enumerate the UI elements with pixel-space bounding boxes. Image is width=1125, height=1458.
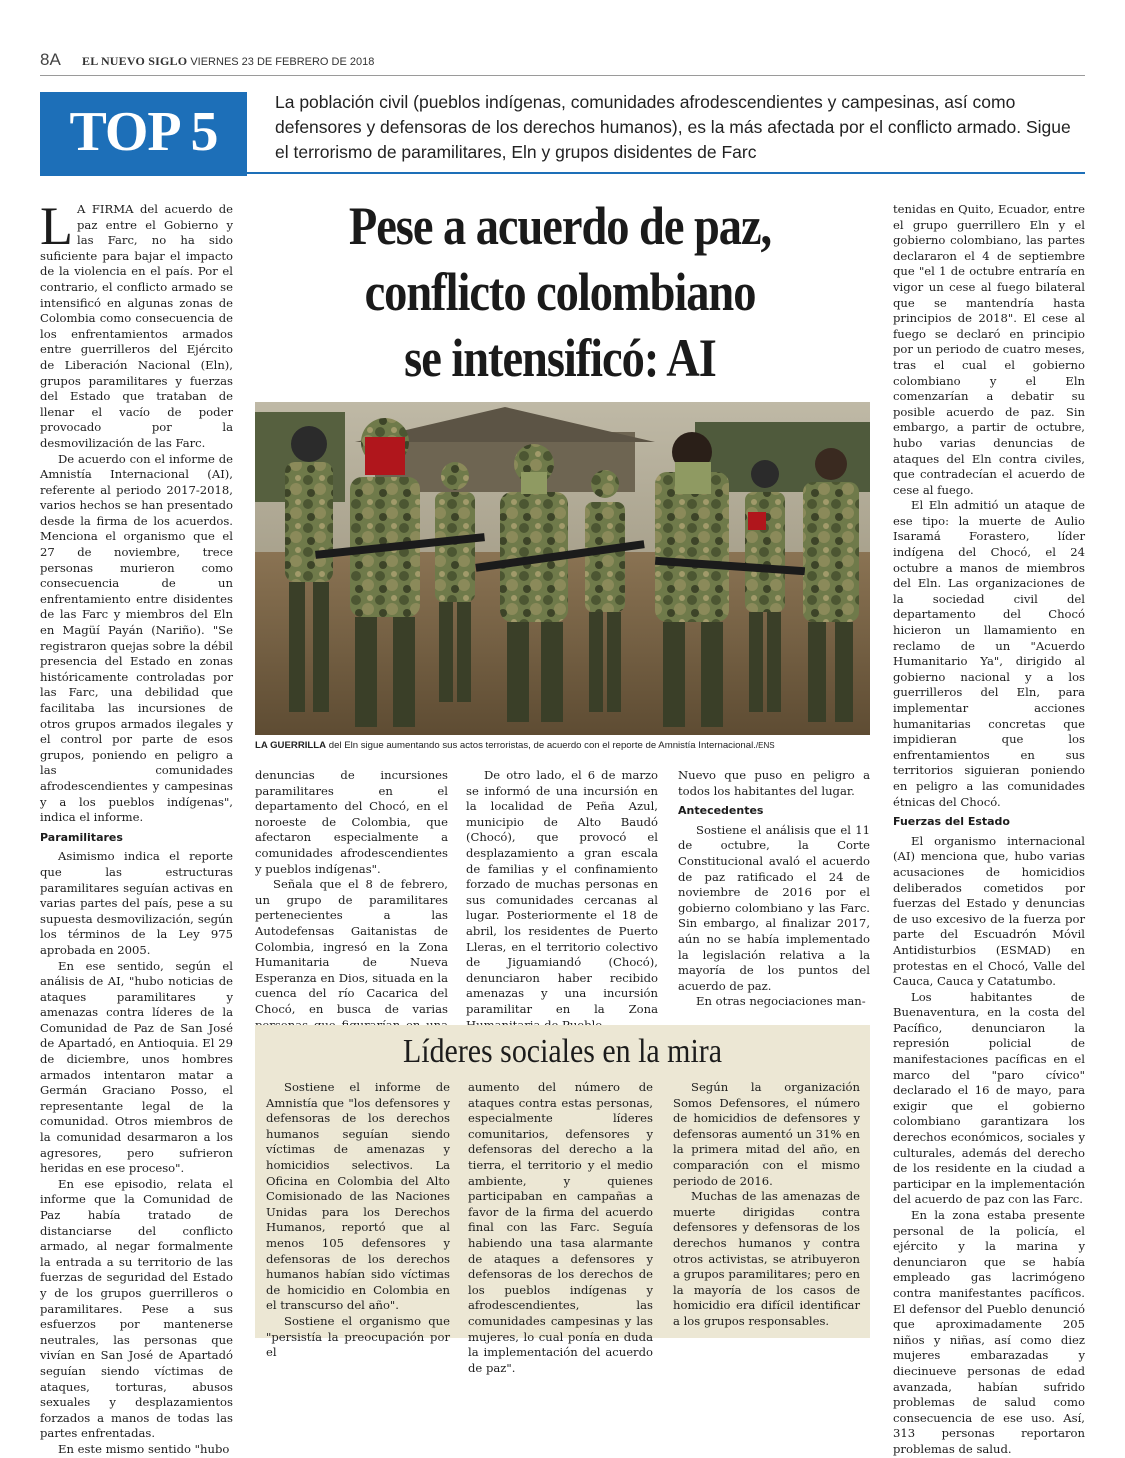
paragraph: En ese episodio, relata el informe que la Comunidad de Paz había tratado de distanciarse del conflicto armado, al negar formalmente la entrada a su territorio de las fuerzas de seguridad del Estado y de los grupos guerrilleros o paramilitares. Pese a sus esfuerzos por mantenerse neutrales, las personas que vivían en San José de Apartadó seguían siendo víctimas de ataques, torturas, abusos sexuales y desplazamientos forzados a manos de todas las partes enfrentadas. — [40, 1176, 233, 1441]
section-label-bar — [40, 172, 247, 176]
paragraph: Nuevo que puso en peligro a todos los habitantes del lugar. — [678, 768, 870, 798]
section-label: TOP 5 — [40, 92, 247, 172]
article-column-1 — [40, 196, 233, 1458]
caption-lead: LA GUERRILLA — [255, 740, 327, 751]
photo-credit: /ENS — [755, 741, 775, 750]
photo-caption — [255, 740, 870, 752]
header-rule — [40, 75, 1085, 76]
sidebar-column-2 — [468, 1080, 653, 1376]
lead-paragraph — [40, 196, 233, 452]
paragraph: Sostiene el análisis que el 11 de octubre, la Corte Constitucional avaló el acuerdo de paz ratificado el 24 de noviembre de 2016 por el gobierno colombiano y las Farc. Sin embargo, al finalizar 2017, aún no se había implementado la legislación relativa a la mayoría de los puntos del acuerdo de paz. — [678, 822, 870, 993]
headline-line-2: conflicto colombiano — [364, 262, 756, 322]
headline-line-1: Pese a acuerdo de paz, — [348, 196, 772, 256]
paragraph: aumento del número de ataques contra estas personas, especialmente líderes comunitarios, defensores y defensoras del derecho a la tierra, el territorio y el medio ambiente, y quienes participaban en campañas a favor de la firma del acuerdo final con las Farc. Seguía habiendo una tasa alarmante de ataques a defensores y defensoras de los derechos de los pueblos indígenas y afrodescendientes, las comunidades campesinas y las mujeres, lo cual ponía en duda la implementación del acuerdo de paz". — [468, 1080, 653, 1375]
guerrilla-photo — [255, 402, 870, 735]
paragraph: El Eln admitió un ataque de ese tipo: la muerte de Aulio Isaramá Forastero, líder indígena del Chocó, el 24 octubre a manos de miembros del Eln. Las organizaciones de la sociedad civil del departamento del Chocó hicieron un llamamiento en reclamo de un "Acuerdo Humanitario Ya", dirigido al gobierno nacional y a los guerrilleros del Eln, para implementar acciones humanitarias concretas que impidieran que los enfrentamientos en sus territorios siguieran poniendo en peligro a las comunidades étnicas del Chocó. — [893, 498, 1085, 809]
paragraph: En este mismo sentido "hubo — [58, 1441, 230, 1456]
paragraph: En la zona estaba presente personal de la policía, el ejército y la marina y denunciaron que se había empleado gas lacrimógeno contra manifestantes pacíficos. El defensor del Pueblo denunció que aproximadamente 205 niños y niñas, así como diez mujeres embarazadas y diecinueve personas de edad avanzada, habían sufrido problemas de salud como consecuencia de ese uso. Así, 313 personas reportaron problemas de salud. — [893, 1208, 1085, 1456]
article-column-3 — [466, 768, 658, 1033]
drop-cap: L — [40, 196, 73, 256]
article-headline — [298, 193, 823, 391]
lead-text: A FIRMA del acuerdo de paz entre el Gobierno y las Farc, no ha sido suficiente para bajar el impacto de la violencia en el país. Por el contrario, el conflicto armado se intensificó en algunas zonas de Colombia como consecuencia de los enfrentamientos armados entre guerrilleros del Ejército de Liberación Nacional (Eln), grupos paramilitares y fuerzas del Estado que trataban de llenar el vacío de poder provocado por la desmovilización de las Farc. — [40, 202, 233, 450]
section-summary: La población civil (pueblos indígenas, comunidades afrodescendientes y campesinas, así como defensores y defensoras de los derechos humanos), es la más afectada por el conflicto armado. Sigue el terrorismo de paramilitares, Eln y grupos disidentes de Farc — [275, 92, 1071, 162]
sidebar-title: Líderes sociales en la mira — [402, 1033, 722, 1070]
issue-date: VIERNES 23 DE FEBRERO DE 2018 — [190, 56, 375, 68]
headline-line-3: se intensificó: AI — [404, 328, 716, 388]
paragraph: De acuerdo con el informe de Amnistía Internacional (AI), referente al periodo 2017-2018, varios hechos se han presentado desde la firma de los acuerdos. Menciona el organismo que el 27 de noviembre, trece personas murieron como consecuencia de un enfrentamiento entre disidentes de las Farc y miembros del Eln en Magüí Payán (Nariño). "Se registraron quejas sobre la débil presencia del Estado en zonas históricamente controladas por las Farc, una debilidad que facilitaba las incursiones de otros grupos armados ilegales y el control por parte de esos grupos, poniendo en peligro a las comunidades afrodescendientes y campesinas y a los pueblos indígenas", indica el informe. — [40, 451, 233, 825]
newspaper-name: EL NUEVO SIGLO — [82, 54, 188, 68]
section-rule — [247, 172, 1085, 174]
paragraph: En ese sentido, según el análisis de AI, "hubo noticias de ataques paramilitares y amenazas contra líderes de la Comunidad de Paz de San José de Apartadó, en Antioquia. El 29 de diciembre, unos hombres armados intentaron matar a Germán Graciano Posso, el representante legal de la comunidad. Otros miembros de la comunidad desarmaron a los agresores, pero sufrieron heridas en ese proceso". — [40, 958, 233, 1176]
sidebar-column-1 — [266, 1080, 450, 1361]
paragraph: Sostiene el informe de Amnistía que "los defensores y defensoras de los derechos humanos seguían siendo víctimas de amenazas y homicidios selectivos. La Oficina en Colombia del Alto Comisionado de las Naciones Unidas para los Derechos Humanos, reportó que al menos 105 defensores y defensoras de los derechos humanos habían sido víctimas de homicidio en Colombia en el transcurso del año". — [266, 1080, 450, 1313]
article-column-5 — [893, 202, 1085, 1458]
paragraph: Muchas de las amenazas de muerte dirigidas contra defensores y defensoras de los derechos humanos y contra otros activistas, se atribuyeron a grupos paramilitares; pero en la mayoría de los casos de homicidio era difícil identificar a los grupos responsables. — [673, 1189, 860, 1328]
paragraph: Asimismo indica el reporte que las estructuras paramilitares seguían activas en varias partes del país, pese a su supuesta desmovilización, según los términos de la Ley 975 aprobada en 2005. — [40, 849, 233, 957]
paragraph: El organismo internacional (AI) menciona que, hubo varias acusaciones de homicidios deliberados cometidos por fuerzas del Estado y denuncias de uso excesivo de la fuerza por parte del Escuadrón Móvil Antidisturbios (ESMAD) en protestas en el Chocó, Valle del Cauca, Cauca y Catatumbo. — [893, 833, 1085, 989]
subheading-antecedentes: Antecedentes — [678, 804, 764, 818]
sidebar-column-3 — [673, 1080, 860, 1330]
caption-text: del Eln sigue aumentando sus actos terroristas, de acuerdo con el reporte de Amnistía Internacional. — [326, 740, 756, 751]
article-column-4 — [678, 768, 870, 1010]
paragraph: Los habitantes de Buenaventura, en la costa del Pacífico, denunciaron la represión policial de manifestaciones pacíficas en el marco del "paro cívico" declarado el 16 de mayo, para exigir que el gobierno colombiano garantizara los derechos económicos, sociales y culturales, además del derecho de los residente en la ciudad a participar en la implementación del acuerdo de paz con las Farc. — [893, 989, 1085, 1207]
paragraph: denuncias de incursiones paramilitares en el departamento del Chocó, en el noroeste de Colombia, que afectaron especialmente a comunidades afrodescendientes y pueblos indígenas". — [255, 768, 448, 876]
article-column-2 — [255, 768, 448, 1049]
paragraph: Según la organización Somos Defensores, el número de homicidios de defensores y defensoras aumentó un 31% en la primera mitad del año, en comparación con el mismo periodo de 2016. — [673, 1080, 860, 1188]
subheading-paramilitares: Paramilitares — [40, 830, 123, 844]
paragraph: Sostiene el organismo que "persistía la preocupación por el — [266, 1313, 450, 1360]
paragraph: De otro lado, el 6 de marzo se informó de una incursión en la localidad de Peña Azul, municipio de Alto Baudó (Chocó), que provocó el desplazamiento a gran escala de familias y el confinamiento forzado de muchas personas en sus comunidades cercanas al lugar. Posteriormente el 18 de abril, los residentes de Puerto Lleras, en el territorio colectivo de Jiguamiandó (Chocó), denunciaron haber recibido amenazas y una incursión paramilitar en la Zona — [466, 768, 658, 1016]
page-number: 8A — [40, 50, 61, 69]
paragraph: tenidas en Quito, Ecuador, entre el grupo guerrillero Eln y el gobierno colombiano, las partes declararon el 4 de septiembre que "el 1 de octubre entraría en vigor un cese al fuego bilateral que se mantendría hasta principios de 2018". El cese al fuego se declaró en principio por un periodo de cuatro meses, tras el cual el gobierno colombiano y el Eln comenzarían a debatir su posible acuerdo de paz. Sin embargo, a partir de octubre, hubo varias denuncias de ataques del Eln contra civiles, que contradecían el acuerdo de cese al fuego. — [893, 202, 1085, 497]
masthead — [82, 54, 374, 69]
subheading-fuerzas-del-estado: Fuerzas del Estado — [893, 815, 1010, 829]
paragraph: Señala que el 8 de febrero, un grupo de paramilitares pertenecientes a las Autodefensas Gaitanistas de Colombia, ingresó en la Zona Humanitaria de Nueva Esperanza en Dios, situada en la cuenca del río Cacarica del Chocó, en busca de varias — [255, 877, 448, 1016]
paragraph: En otras negociaciones man- — [696, 994, 866, 1009]
